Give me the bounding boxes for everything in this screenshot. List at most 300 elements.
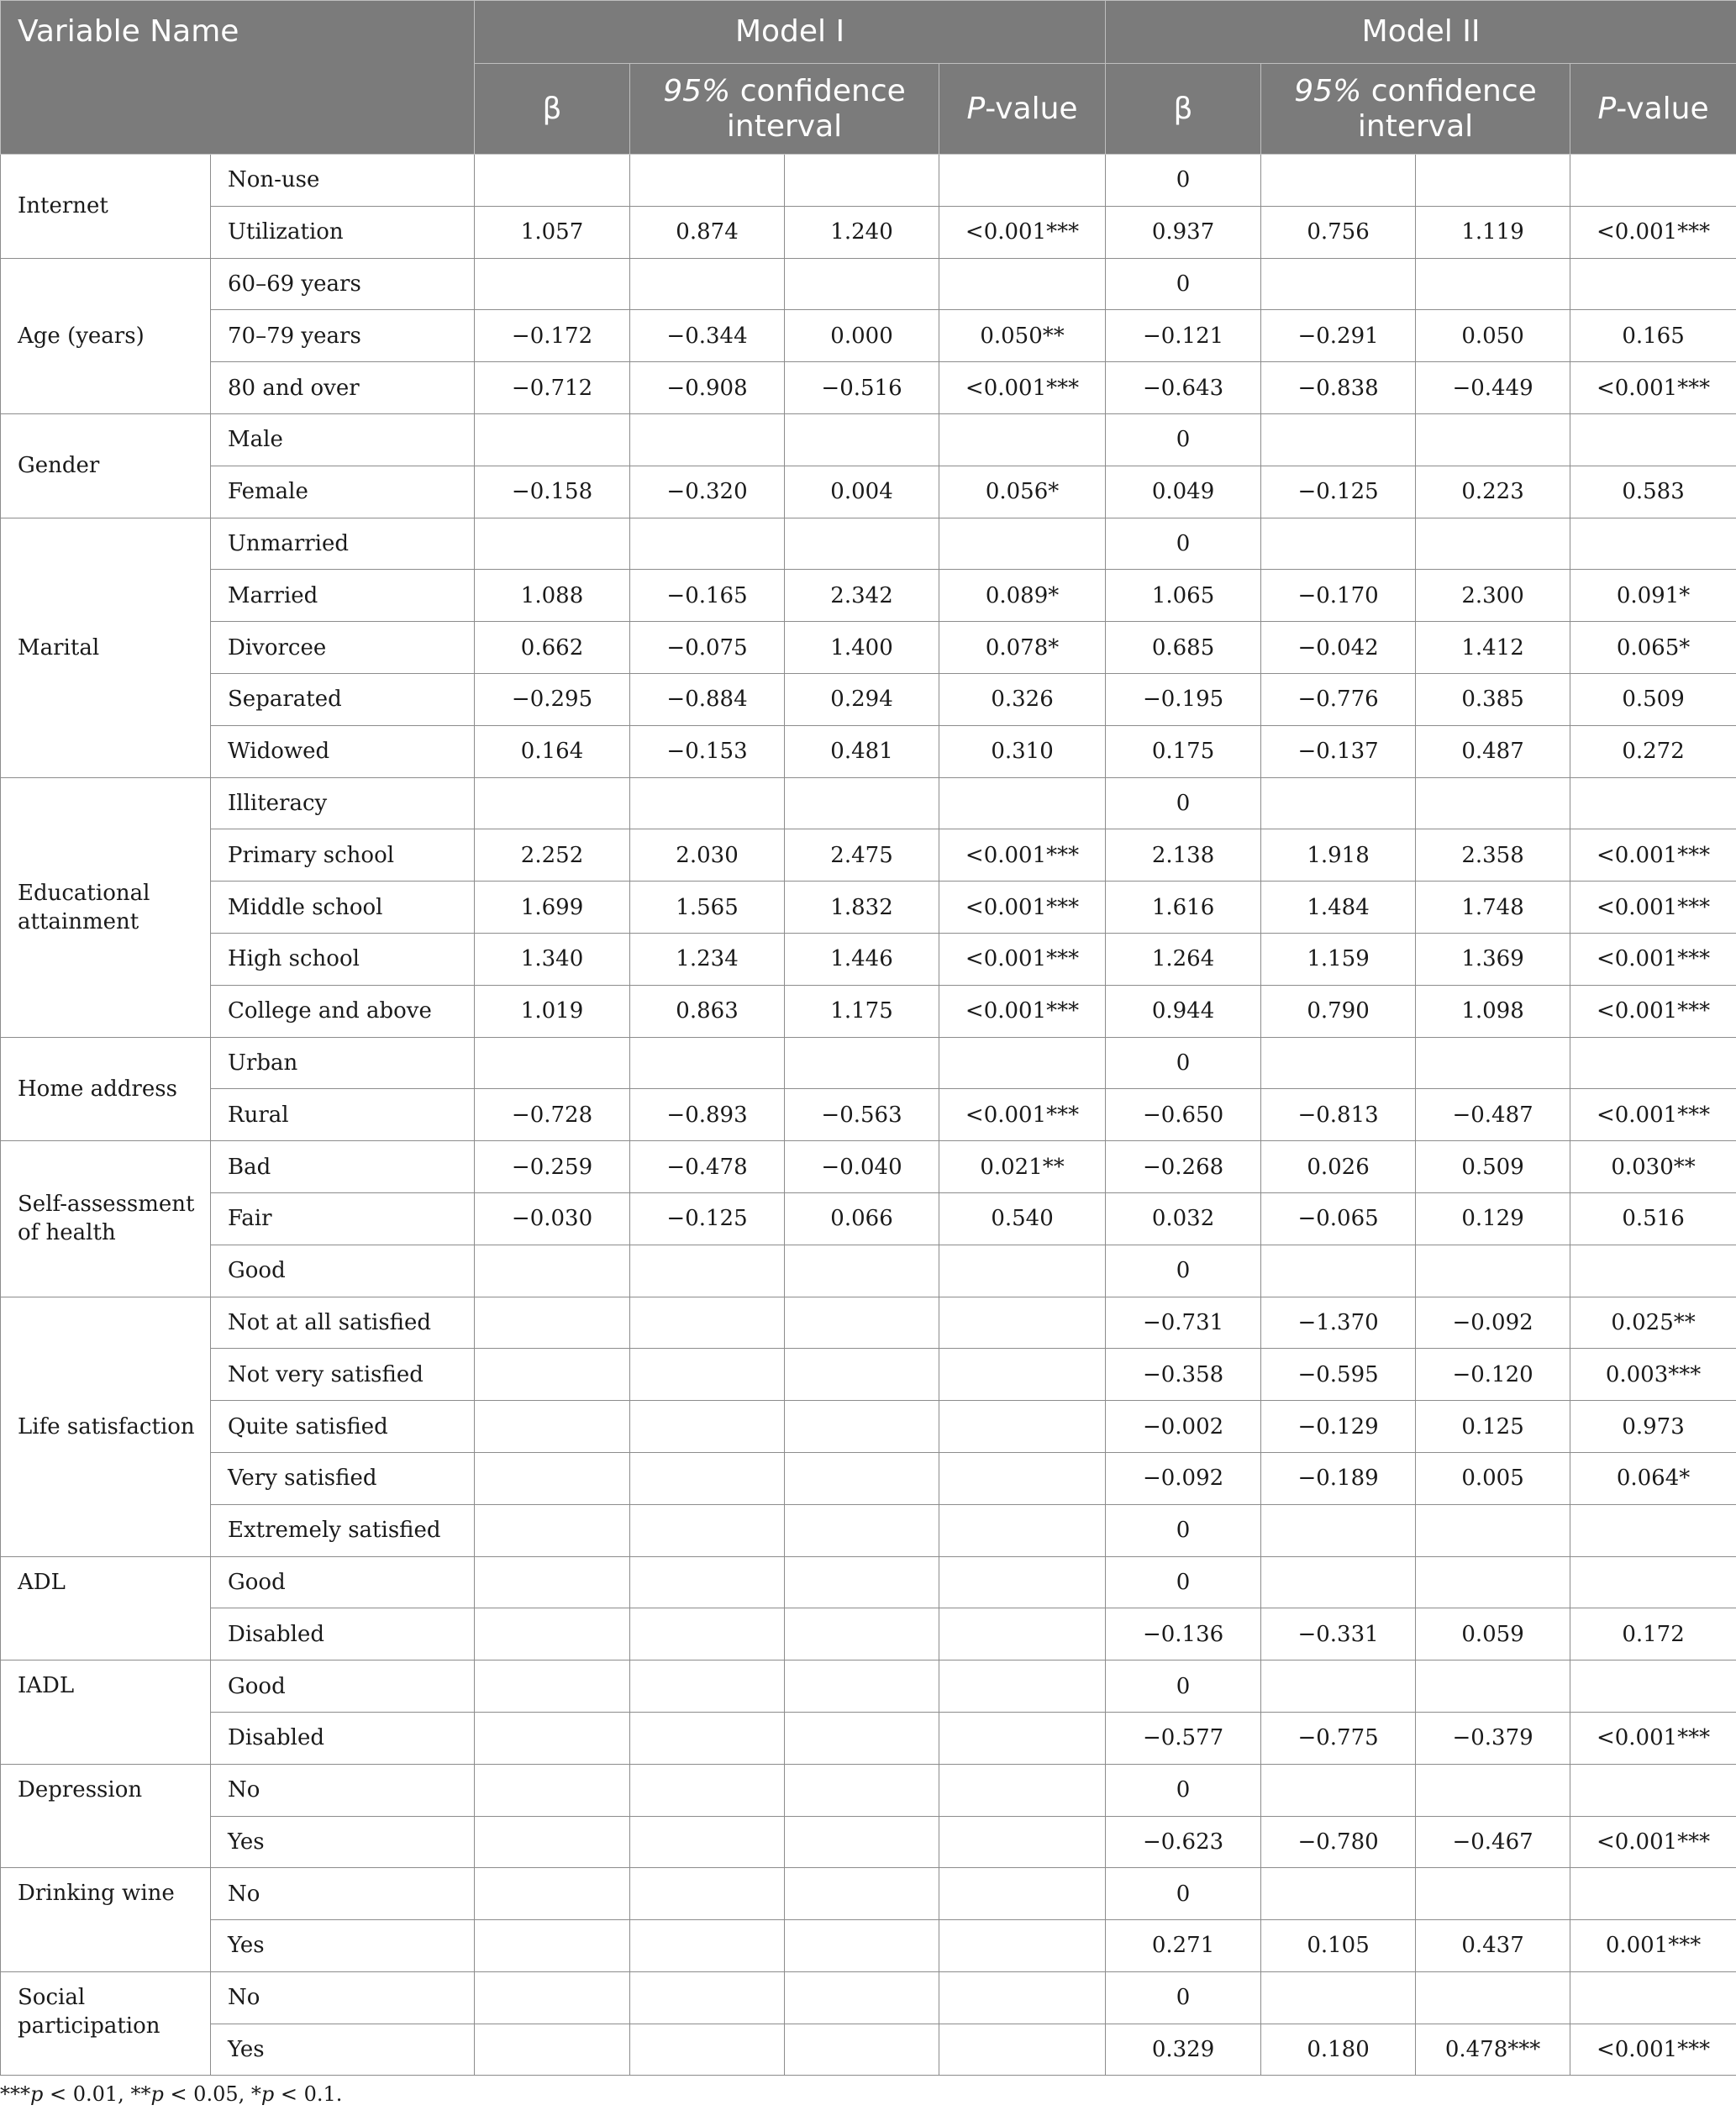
table-row [1,1504,1736,1556]
m2-ci-upper-cell: 0.437 [1416,1920,1570,1972]
m2-ci-upper-cell [1416,1971,1570,2024]
m1-p-value-cell: <0.001*** [939,206,1106,258]
m2-p-value-cell: 0.516 [1570,1192,1736,1245]
variable-level-cell: Yes [211,1920,475,1972]
m1-ci-upper-cell: 1.400 [785,622,939,674]
m1-p-value-cell [939,518,1106,570]
m1-ci-lower-cell: 2.030 [630,829,785,882]
table-row [1,1868,1736,1920]
m2-ci-upper-cell: −0.467 [1416,1816,1570,1868]
table-row [1,725,1736,777]
header-m2-ci [1261,64,1570,155]
table-row [1,466,1736,518]
m2-ci-upper-cell [1416,258,1570,310]
m2-beta-cell: 0 [1106,1556,1261,1608]
variable-level-cell: Not very satisfied [211,1349,475,1401]
variable-level-cell: 70–79 years [211,310,475,362]
m1-p-value-cell [939,1452,1106,1504]
p-italic-text: P [1597,91,1617,126]
footnote-p-2: p [150,2082,164,2106]
header-m2-beta: β [1106,64,1261,155]
m1-ci-lower-cell [630,1349,785,1401]
m2-p-value-cell: 0.064* [1570,1452,1736,1504]
m1-ci-lower-cell: −0.893 [630,1089,785,1141]
table-row [1,1971,1736,2024]
m2-p-value-cell: <0.001*** [1570,362,1736,414]
p-rest-text: -value [985,91,1078,126]
m2-ci-upper-cell: 0.487 [1416,725,1570,777]
p-rest-text: -value [1616,91,1709,126]
variable-level-cell: Extremely satisfied [211,1504,475,1556]
m2-p-value-cell [1570,1868,1736,1920]
table-row [1,1816,1736,1868]
header-m1-pvalue [939,64,1106,155]
table-row [1,1089,1736,1141]
m1-p-value-cell [939,1712,1106,1764]
m1-ci-upper-cell [785,155,939,207]
m1-p-value-cell [939,1608,1106,1660]
ci-italic-text: 95% [663,73,731,108]
m1-p-value-cell [939,1971,1106,2024]
m2-ci-upper-cell [1416,413,1570,466]
m1-ci-lower-cell: 0.874 [630,206,785,258]
m2-ci-lower-cell: −1.370 [1261,1297,1416,1349]
variable-level-cell: 80 and over [211,362,475,414]
m1-beta-cell: −0.172 [475,310,630,362]
m1-beta-cell: −0.712 [475,362,630,414]
variable-level-cell: Quite satisfied [211,1401,475,1453]
m1-ci-lower-cell: −0.125 [630,1192,785,1245]
m1-ci-lower-cell [630,1401,785,1453]
m1-ci-lower-cell [630,1971,785,2024]
variable-level-cell: No [211,1764,475,1816]
m2-ci-lower-cell: −0.775 [1261,1712,1416,1764]
m2-ci-upper-cell [1416,1660,1570,1713]
m1-p-value-cell [939,1504,1106,1556]
m1-ci-lower-cell [630,1920,785,1972]
m1-p-value-cell [939,1401,1106,1453]
m2-p-value-cell [1570,518,1736,570]
m2-ci-lower-cell: −0.780 [1261,1816,1416,1868]
m2-p-value-cell [1570,413,1736,466]
m1-ci-lower-cell: −0.153 [630,725,785,777]
m1-p-value-cell [939,1297,1106,1349]
m1-p-value-cell: <0.001*** [939,933,1106,985]
m2-ci-upper-cell: −0.449 [1416,362,1570,414]
m1-ci-lower-cell [630,1245,785,1297]
m1-ci-upper-cell [785,1660,939,1713]
variable-level-cell: No [211,1971,475,2024]
m2-ci-upper-cell [1416,1764,1570,1816]
m2-beta-cell: 0 [1106,258,1261,310]
m1-p-value-cell: 0.078* [939,622,1106,674]
m2-ci-upper-cell: 0.005 [1416,1452,1570,1504]
p-italic-text: P [966,91,986,126]
footnote-p-3: p [260,2082,275,2106]
m2-ci-lower-cell [1261,413,1416,466]
m2-ci-lower-cell: −0.595 [1261,1349,1416,1401]
m2-beta-cell: 0 [1106,1037,1261,1089]
m1-p-value-cell: 0.310 [939,725,1106,777]
m1-ci-upper-cell: 1.175 [785,985,939,1037]
m1-ci-lower-cell [630,1816,785,1868]
m1-p-value-cell [939,1037,1106,1089]
table-row [1,882,1736,934]
m1-beta-cell [475,1816,630,1868]
table-row [1,1712,1736,1764]
m1-ci-upper-cell: −0.563 [785,1089,939,1141]
m2-p-value-cell: <0.001*** [1570,829,1736,882]
m2-beta-cell: 0.271 [1106,1920,1261,1972]
m2-beta-cell: 0.032 [1106,1192,1261,1245]
variable-level-cell: Bad [211,1141,475,1193]
m2-beta-cell: 0.175 [1106,725,1261,777]
variable-level-cell: Very satisfied [211,1452,475,1504]
header-variable-name: Variable Name [1,1,475,155]
m1-ci-lower-cell [630,1504,785,1556]
m1-ci-lower-cell [630,1712,785,1764]
m2-ci-lower-cell [1261,518,1416,570]
m2-p-value-cell [1570,1764,1736,1816]
m1-p-value-cell [939,1660,1106,1713]
table-row [1,1764,1736,1816]
m2-ci-lower-cell: −0.170 [1261,570,1416,622]
m2-ci-upper-cell: 0.125 [1416,1401,1570,1453]
m2-ci-upper-cell [1416,777,1570,829]
m1-ci-upper-cell [785,1764,939,1816]
m1-ci-upper-cell [785,1349,939,1401]
m2-beta-cell: 1.065 [1106,570,1261,622]
m2-ci-upper-cell: 1.748 [1416,882,1570,934]
variable-name-cell: Gender [1,413,211,518]
m1-ci-lower-cell [630,413,785,466]
variable-level-cell: 60–69 years [211,258,475,310]
m2-p-value-cell [1570,1504,1736,1556]
m1-ci-upper-cell [785,1971,939,2024]
m1-ci-upper-cell: 1.240 [785,206,939,258]
variable-name-cell: Home address [1,1037,211,1141]
m1-ci-lower-cell: −0.478 [630,1141,785,1193]
m1-ci-upper-cell [785,1297,939,1349]
m1-beta-cell [475,1608,630,1660]
m2-p-value-cell: 0.030** [1570,1141,1736,1193]
table-row [1,413,1736,466]
m2-ci-lower-cell: −0.042 [1261,622,1416,674]
footnote-stars-3: * [250,2082,261,2106]
m2-ci-lower-cell [1261,1245,1416,1297]
variable-level-cell: Disabled [211,1712,475,1764]
m1-ci-lower-cell [630,1608,785,1660]
m2-ci-upper-cell [1416,1868,1570,1920]
table-row [1,673,1736,725]
m2-ci-upper-cell: −0.487 [1416,1089,1570,1141]
m1-beta-cell: −0.158 [475,466,630,518]
m1-ci-upper-cell [785,1608,939,1660]
m1-ci-lower-cell: 1.565 [630,882,785,934]
variable-name-cell: Drinking wine [1,1868,211,1972]
variable-name-cell: Internet [1,155,211,259]
m1-ci-lower-cell [630,1037,785,1089]
table-row [1,622,1736,674]
m1-p-value-cell [939,1245,1106,1297]
m2-p-value-cell [1570,258,1736,310]
m2-beta-cell: 0 [1106,1971,1261,2024]
m1-beta-cell: 1.340 [475,933,630,985]
m1-ci-lower-cell [630,1556,785,1608]
m2-p-value-cell: 0.025** [1570,1297,1736,1349]
m2-p-value-cell [1570,1556,1736,1608]
m1-ci-lower-cell: −0.908 [630,362,785,414]
m1-ci-upper-cell [785,1868,939,1920]
footnote-stars-2: ** [130,2082,151,2106]
m2-beta-cell: 1.264 [1106,933,1261,985]
m2-p-value-cell: <0.001*** [1570,985,1736,1037]
m1-beta-cell [475,777,630,829]
ci-rest-text: confidence interval [726,73,906,144]
m1-ci-upper-cell: 0.000 [785,310,939,362]
m2-beta-cell: 0 [1106,413,1261,466]
m1-ci-upper-cell [785,1037,939,1089]
m2-beta-cell: 0 [1106,1764,1261,1816]
m2-beta-cell: 0 [1106,777,1261,829]
header-m2-pvalue [1570,64,1736,155]
m1-beta-cell: −0.295 [475,673,630,725]
m1-ci-upper-cell: −0.040 [785,1141,939,1193]
m1-ci-upper-cell: 0.004 [785,466,939,518]
variable-level-cell: Non-use [211,155,475,207]
m2-p-value-cell [1570,1245,1736,1297]
m1-ci-upper-cell: 1.446 [785,933,939,985]
m2-beta-cell: 0.937 [1106,206,1261,258]
m1-ci-upper-cell [785,1712,939,1764]
m2-p-value-cell [1570,1660,1736,1713]
m1-p-value-cell: <0.001*** [939,362,1106,414]
table-row [1,1349,1736,1401]
table-row [1,310,1736,362]
m2-beta-cell: −0.358 [1106,1349,1261,1401]
table-row [1,1401,1736,1453]
m1-p-value-cell: <0.001*** [939,829,1106,882]
variable-name-cell: Age (years) [1,258,211,413]
m2-beta-cell: 0.329 [1106,2024,1261,2076]
header-model-1: Model I [475,1,1106,64]
variable-level-cell: Good [211,1660,475,1713]
m1-beta-cell [475,1920,630,1972]
table-row [1,985,1736,1037]
m2-p-value-cell: <0.001*** [1570,1089,1736,1141]
m2-p-value-cell: 0.509 [1570,673,1736,725]
m1-p-value-cell [939,1920,1106,1972]
m2-beta-cell: 2.138 [1106,829,1261,882]
table-row [1,1556,1736,1608]
m1-ci-lower-cell [630,1868,785,1920]
m2-beta-cell: −0.623 [1106,1816,1261,1868]
m1-beta-cell: −0.259 [475,1141,630,1193]
m1-p-value-cell [939,1816,1106,1868]
m1-ci-lower-cell: −0.320 [630,466,785,518]
footnote-p-1: p [30,2082,44,2106]
m2-p-value-cell: 0.272 [1570,725,1736,777]
m2-beta-cell: −0.731 [1106,1297,1261,1349]
m2-ci-lower-cell [1261,155,1416,207]
m2-beta-cell: −0.268 [1106,1141,1261,1193]
m2-beta-cell: −0.136 [1106,1608,1261,1660]
table-row [1,2024,1736,2076]
variable-level-cell: Urban [211,1037,475,1089]
m1-ci-upper-cell: 0.066 [785,1192,939,1245]
variable-level-cell: College and above [211,985,475,1037]
m1-ci-lower-cell [630,2024,785,2076]
m1-ci-upper-cell: 2.342 [785,570,939,622]
m1-p-value-cell [939,1349,1106,1401]
m2-ci-lower-cell: 0.026 [1261,1141,1416,1193]
m1-beta-cell [475,2024,630,2076]
variable-level-cell: Male [211,413,475,466]
m1-beta-cell [475,1037,630,1089]
m2-ci-lower-cell: 0.756 [1261,206,1416,258]
m2-ci-upper-cell: 0.223 [1416,466,1570,518]
m1-beta-cell [475,1712,630,1764]
m1-ci-upper-cell [785,1452,939,1504]
m1-ci-lower-cell: −0.165 [630,570,785,622]
m1-p-value-cell: <0.001*** [939,985,1106,1037]
variable-level-cell: Female [211,466,475,518]
m1-beta-cell [475,1504,630,1556]
m1-ci-upper-cell: 0.481 [785,725,939,777]
m1-beta-cell [475,1660,630,1713]
m1-beta-cell [475,155,630,207]
m2-p-value-cell: 0.001*** [1570,1920,1736,1972]
header-m1-beta: β [475,64,630,155]
m1-p-value-cell [939,1764,1106,1816]
m2-beta-cell: 0.685 [1106,622,1261,674]
m1-ci-upper-cell [785,1556,939,1608]
m2-beta-cell: 0 [1106,1245,1261,1297]
m1-beta-cell [475,1971,630,2024]
variable-name-cell: ADL [1,1556,211,1660]
table-body [1,155,1736,2076]
variable-level-cell: Unmarried [211,518,475,570]
m2-p-value-cell: 0.091* [1570,570,1736,622]
header-m1-ci [630,64,939,155]
m1-p-value-cell [939,2024,1106,2076]
m1-ci-upper-cell [785,777,939,829]
m1-ci-upper-cell [785,1245,939,1297]
m1-ci-lower-cell: 0.863 [630,985,785,1037]
m1-p-value-cell [939,413,1106,466]
m2-p-value-cell: <0.001*** [1570,1712,1736,1764]
m1-beta-cell: 2.252 [475,829,630,882]
m1-ci-lower-cell [630,1764,785,1816]
variable-level-cell: Not at all satisfied [211,1297,475,1349]
m1-p-value-cell [939,777,1106,829]
m1-p-value-cell: <0.001*** [939,882,1106,934]
m2-p-value-cell: <0.001*** [1570,882,1736,934]
m2-p-value-cell: 0.165 [1570,310,1736,362]
m2-ci-upper-cell: 2.300 [1416,570,1570,622]
m2-ci-lower-cell: −0.125 [1261,466,1416,518]
m1-beta-cell: 1.699 [475,882,630,934]
variable-name-cell: Self-assessment of health [1,1141,211,1297]
m1-beta-cell: 0.164 [475,725,630,777]
variable-level-cell: No [211,1868,475,1920]
table-row [1,1141,1736,1193]
m1-ci-lower-cell [630,518,785,570]
variable-name-cell: Marital [1,518,211,777]
m2-ci-lower-cell: −0.065 [1261,1192,1416,1245]
m1-ci-upper-cell [785,1504,939,1556]
table-row [1,1608,1736,1660]
m2-ci-upper-cell: 0.478*** [1416,2024,1570,2076]
variable-name-cell: Life satisfaction [1,1297,211,1556]
footnote-stars-1: *** [0,2082,30,2106]
table-row [1,1245,1736,1297]
m2-p-value-cell: 0.973 [1570,1401,1736,1453]
m2-p-value-cell: <0.001*** [1570,2024,1736,2076]
variable-level-cell: Widowed [211,725,475,777]
m2-beta-cell: −0.643 [1106,362,1261,414]
variable-name-cell: IADL [1,1660,211,1765]
m2-ci-lower-cell [1261,777,1416,829]
variable-level-cell: Good [211,1245,475,1297]
m2-ci-upper-cell [1416,518,1570,570]
m2-beta-cell: 0 [1106,1660,1261,1713]
header-model-2: Model II [1106,1,1736,64]
m2-ci-lower-cell: −0.129 [1261,1401,1416,1453]
variable-name-cell: Depression [1,1764,211,1868]
m2-ci-upper-cell: −0.379 [1416,1712,1570,1764]
m1-beta-cell [475,1452,630,1504]
table-row [1,1037,1736,1089]
variable-level-cell: Divorcee [211,622,475,674]
table-header [1,1,1736,155]
m1-p-value-cell [939,258,1106,310]
m1-p-value-cell: 0.056* [939,466,1106,518]
variable-level-cell: Rural [211,1089,475,1141]
m1-p-value-cell: 0.050** [939,310,1106,362]
m2-p-value-cell: <0.001*** [1570,206,1736,258]
m1-ci-lower-cell [630,155,785,207]
m1-ci-lower-cell [630,1452,785,1504]
m2-beta-cell: 0 [1106,155,1261,207]
m2-ci-upper-cell: 0.059 [1416,1608,1570,1660]
m2-ci-lower-cell: 0.180 [1261,2024,1416,2076]
m1-ci-upper-cell [785,2024,939,2076]
m2-ci-lower-cell: 0.790 [1261,985,1416,1037]
m2-ci-lower-cell [1261,1556,1416,1608]
table-row [1,1920,1736,1972]
m1-ci-upper-cell [785,518,939,570]
table-row [1,777,1736,829]
m1-ci-upper-cell: 2.475 [785,829,939,882]
m2-beta-cell: −0.650 [1106,1089,1261,1141]
m2-ci-lower-cell [1261,1504,1416,1556]
m2-beta-cell: 0.049 [1106,466,1261,518]
m2-ci-lower-cell: 0.105 [1261,1920,1416,1972]
m2-beta-cell: 0 [1106,1868,1261,1920]
variable-level-cell: Utilization [211,206,475,258]
m1-beta-cell [475,1349,630,1401]
m2-ci-lower-cell [1261,1868,1416,1920]
m2-ci-upper-cell: 0.385 [1416,673,1570,725]
m1-p-value-cell: 0.089* [939,570,1106,622]
m1-beta-cell [475,1245,630,1297]
m1-ci-upper-cell [785,1920,939,1972]
m1-p-value-cell: 0.021** [939,1141,1106,1193]
m2-ci-lower-cell: −0.838 [1261,362,1416,414]
m2-p-value-cell: 0.583 [1570,466,1736,518]
m2-beta-cell: 0 [1106,1504,1261,1556]
